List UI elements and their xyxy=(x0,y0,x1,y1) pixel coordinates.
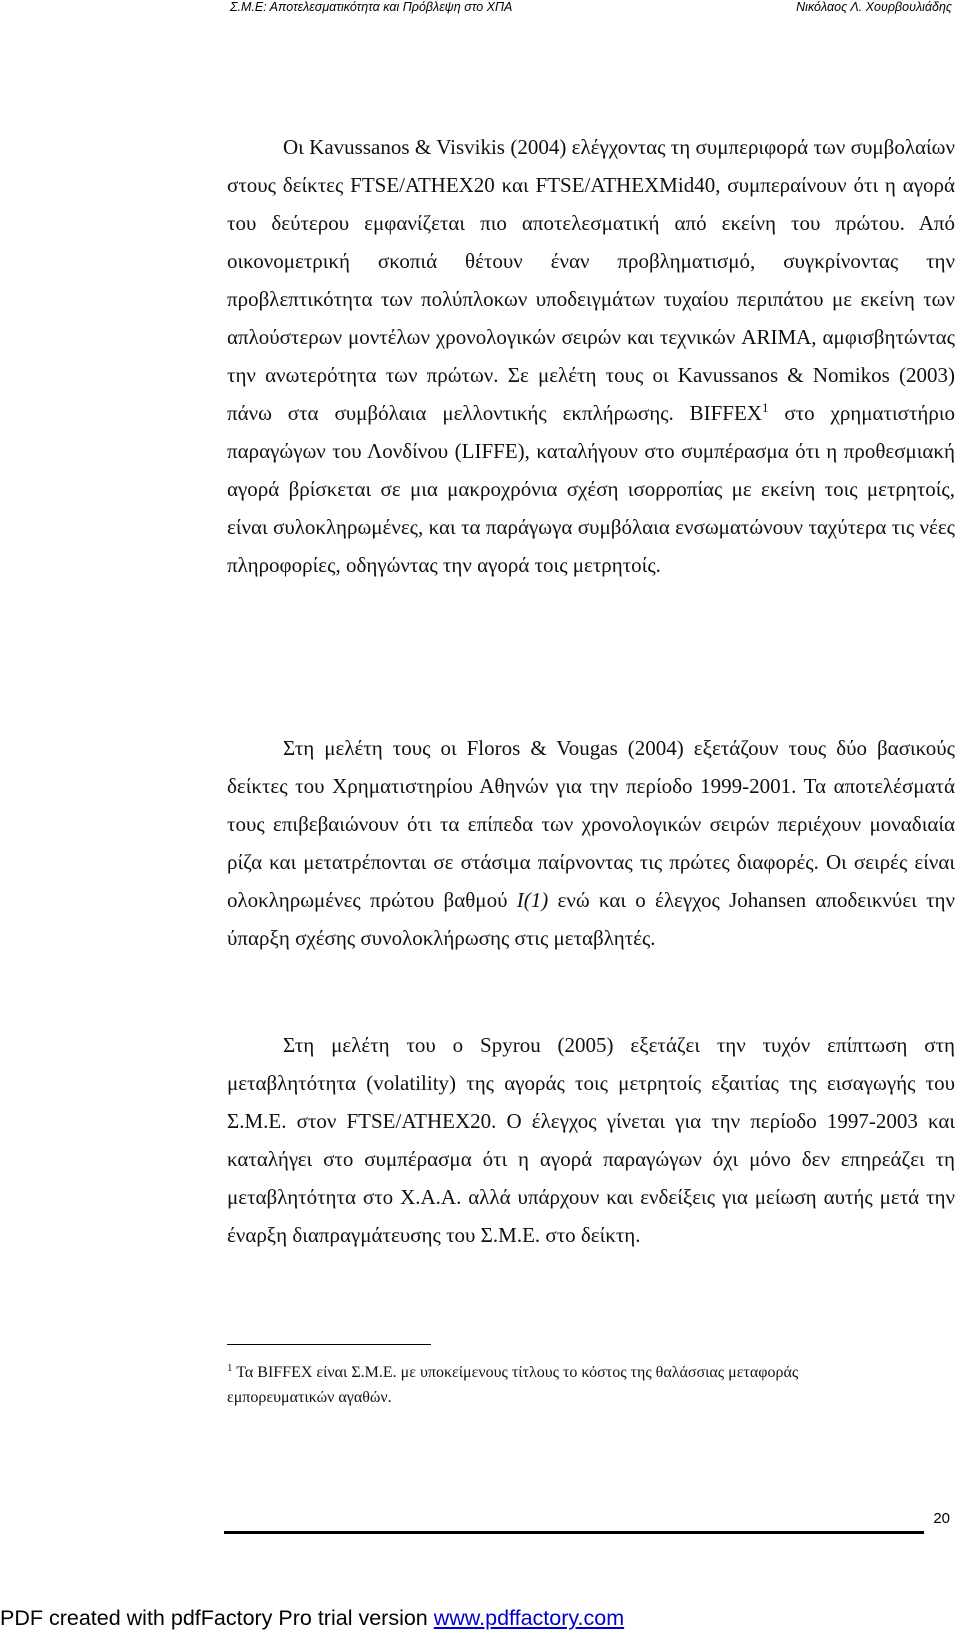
footnote-reference: 1 xyxy=(761,400,769,415)
paragraph-1 xyxy=(227,128,955,584)
header-title: Σ.Μ.Ε: Αποτελεσματικότητα και Πρόβλεψη στο ΧΠΑ xyxy=(230,0,513,14)
page-footer-rule xyxy=(224,1531,924,1534)
paragraph-2-italic-term: I(1) xyxy=(516,888,549,912)
paragraph-2 xyxy=(227,729,955,957)
paragraph-2-text-a: Στη μελέτη τους οι Floros & Vougas (2004) εξετάζουν τους δύο βασικούς δείκτες του Χρηματιστηρίου Αθηνών για την περίοδο 1999-2001. Τα αποτελέσματά τους επιβεβαιώνουν ότι τα επίπεδα των χρονολογικών σειρών περιέχουν μοναδιαία ρίζα και μετατρέπονται σε στάσιμα παίρνοντας τις πρώτες διαφορές. Οι σειρές είναι ολοκληρωμένες πρώτου βαθμού xyxy=(227,736,955,912)
paragraph-2-text-b: ενώ και ο έλεγχος Johansen αποδεικνύει την ύπαρξη σχέσης συνολοκλήρωσης στις μεταβλητές. xyxy=(227,888,955,950)
footnote xyxy=(227,1360,907,1410)
pdffactory-link[interactable]: www.pdffactory.com xyxy=(433,1606,625,1630)
footnote-text: Τα BIFFEX είναι Σ.Μ.Ε. με υποκείμενους τίτλους το κόστος της θαλάσσιας μεταφοράς εμπορευματικών αγαθών. xyxy=(227,1364,799,1406)
footnote-number: 1 xyxy=(227,1362,233,1374)
pdf-creator-banner xyxy=(0,1606,960,1631)
page-header xyxy=(0,0,960,14)
pdf-banner-text: PDF created with pdfFactory Pro trial version xyxy=(0,1606,434,1630)
paragraph-3: Στη μελέτη του ο Spyrou (2005) εξετάζει την τυχόν επίπτωση στη μεταβλητότητα (volatility) της αγοράς τοις μετρητοίς εξαιτίας της εισαγωγής του Σ.Μ.Ε. στον FTSE/ATHEX20. Ο έλεγχος γίνεται για την περίοδο 1997-2003 και καταλήγει στο συμπέρασμα ότι η αγορά παραγώγων όχι μόνο δεν επηρεάζει τη μεταβλητότητα στο Χ.Α.Α. αλλά υπάρχουν και ενδείξεις για μείωση αυτής μετά την έναρξη διαπραγμάτευσης του Σ.Μ.Ε. στο δείκτη. xyxy=(227,1033,955,1247)
paragraph-1-text-b: στο χρηματιστήριο παραγώγων του Λονδίνου (LIFFE), καταλήγουν στο συμπέρασμα ότι η προθεσμιακή αγορά βρίσκεται σε μια μακροχρόνια σχέση ισορροπίας με εκείνη τοις μετρητοίς, είναι συλοκληρωμένες, και τα παράγωγα συμβόλαια ενσωματώνουν ταχύτερα τις νέες πληροφορίες, οδηγώντας την αγορά τοις μετρητοίς. xyxy=(227,401,956,577)
page-number: 20 xyxy=(933,1510,950,1527)
header-author: Νικόλαος Λ. Χουρβουλιάδης xyxy=(796,0,952,14)
footnote-separator xyxy=(227,1344,431,1345)
paragraph-1-text-a: Οι Kavussanos & Visvikis (2004) ελέγχοντας τη συμπεριφορά των συμβολαίων στους δείκτες FTSE/ATHEX20 και FTSE/ATHEXMid40, συμπεραίνουν ότι η αγορά του δεύτερου εμφανίζεται πιο αποτελεσματική από εκείνη του πρώτου. Από οικονομετρική σκοπιά θέτουν έναν προβληματισμό, συγκρίνοντας την προβλεπτικότητα των πολύπλοκων υποδειγμάτων τυχαίου περιπάτου με εκείνη των απλούστερων μοντέλων χρονολογικών σειρών και τεχνικών ARIMA, αμφισβητώντας την ανωτερότητα των πρώτων. Σε μελέτη τους οι Kavussanos & Nomikos (2003) πάνω στα συμβόλαια μελλοντικής εκπλήρωσης. BIFFEX xyxy=(227,135,955,425)
